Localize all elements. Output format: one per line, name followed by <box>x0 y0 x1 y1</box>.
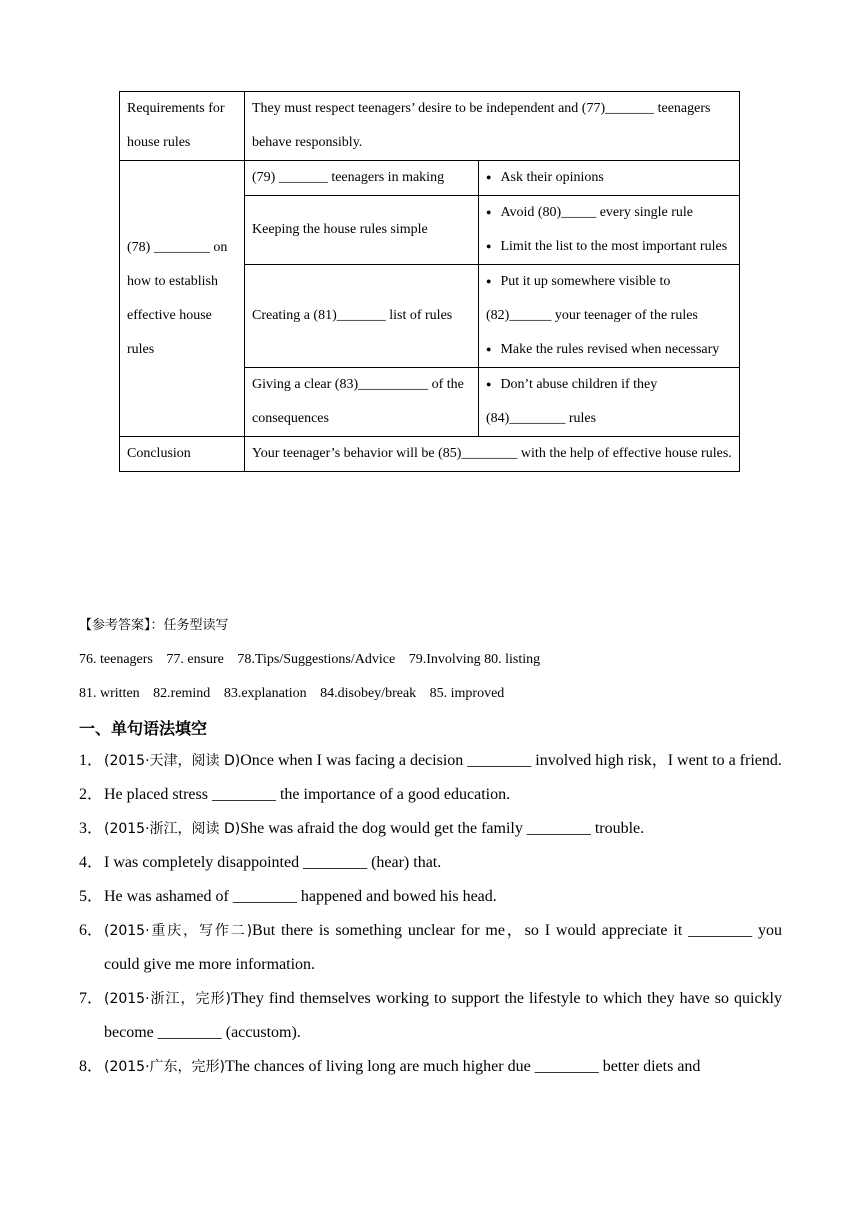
table-row <box>120 92 740 161</box>
bullet-item: ● Make the rules revised when necessary <box>486 333 732 367</box>
row-text: They must respect teenagers’ desire to be independent and (77)_______ teenagers behave responsibly. <box>245 92 740 161</box>
question-source: (2015·重庆，写作二) <box>104 923 253 939</box>
row-text: Your teenager’s behavior will be (85)________ with the help of effective house rules. <box>245 437 740 472</box>
question-text: She was afraid the dog would get the family ________ trouble. <box>240 820 645 837</box>
answer-line <box>79 643 550 677</box>
answer-key <box>79 616 550 711</box>
question-item <box>79 1050 782 1084</box>
question-text: Once when I was facing a decision ________ involved high risk，I went to a friend. <box>240 752 782 769</box>
question-item <box>79 914 782 982</box>
question-number: 2． <box>79 786 104 803</box>
question-source: (2015·天津，阅读 D) <box>104 753 241 769</box>
question-text: He was ashamed of ________ happened and bowed his head. <box>104 888 497 905</box>
question-source: (2015·广东，完形) <box>104 1059 226 1075</box>
tip-cell: (79) _______ teenagers in making <box>245 161 479 196</box>
question-list <box>79 744 782 1084</box>
bullet-cell <box>479 368 740 437</box>
answer-item: 84.disobey/break <box>320 686 417 701</box>
question-item <box>79 812 782 846</box>
answer-item: 85. improved <box>429 686 505 701</box>
answer-item: 79.Involving 80. listing <box>408 652 541 667</box>
bullet-cell <box>479 196 740 265</box>
question-text: I was completely disappointed ________ (hear) that. <box>104 854 442 871</box>
question-item <box>79 846 782 880</box>
question-number: 6． <box>79 922 104 939</box>
answer-item: 77. ensure <box>166 652 224 667</box>
answer-item: 82.remind <box>153 686 211 701</box>
question-item <box>79 880 782 914</box>
bullet-item: ● Put it up somewhere visible to (82)______ your teenager of the rules <box>486 265 732 333</box>
bullet-item: ● Limit the list to the most important rules <box>486 230 732 264</box>
answer-title: 【参考答案】：任务型读写 <box>79 618 229 633</box>
row-label: Conclusion <box>120 437 245 472</box>
bullet-cell <box>479 265 740 368</box>
tip-cell: Keeping the house rules simple <box>245 196 479 265</box>
table-row <box>120 161 740 196</box>
bullet-item: ● Ask their opinions <box>486 161 732 195</box>
question-source: (2015·浙江，完形) <box>104 991 231 1007</box>
question-number: 5． <box>79 888 104 905</box>
question-text: The chances of living long are much higher due ________ better diets and <box>225 1058 701 1075</box>
question-number: 4． <box>79 854 104 871</box>
answer-item: 76. teenagers <box>79 652 153 667</box>
question-item <box>79 744 782 778</box>
answer-item: 78.Tips/Suggestions/Advice <box>237 652 396 667</box>
answer-line <box>79 677 550 711</box>
question-source: (2015·浙江，阅读 D) <box>104 821 241 837</box>
row-label: Requirements for house rules <box>120 92 245 161</box>
question-number: 7． <box>79 990 104 1007</box>
section-title: 一、单句语法填空 <box>79 719 208 738</box>
question-number: 8． <box>79 1058 104 1075</box>
bullet-cell <box>479 161 740 196</box>
bullet-item: ● Don’t abuse children if they (84)________ rules <box>486 368 732 436</box>
question-text: They find themselves working to support the lifestyle to which they have so quickly become ________ (accustom). <box>104 990 782 1041</box>
bullet-item: ● Avoid (80)_____ every single rule <box>486 196 732 230</box>
question-item <box>79 982 782 1050</box>
table-row <box>120 437 740 472</box>
tip-cell: Creating a (81)_______ list of rules <box>245 265 479 368</box>
answer-item: 83.explanation <box>223 686 307 701</box>
row-label: (78) ________ on how to establish effective house rules <box>120 161 245 437</box>
answer-item: 81. written <box>79 686 140 701</box>
question-item <box>79 778 782 812</box>
question-number: 1． <box>79 752 104 769</box>
question-text: But there is something unclear for me，so I would appreciate it ________ you could give me more information. <box>104 922 782 973</box>
question-number: 3． <box>79 820 104 837</box>
question-text: He placed stress ________ the importance of a good education. <box>104 786 511 803</box>
tip-cell: Giving a clear (83)__________ of the consequences <box>245 368 479 437</box>
task-table <box>119 91 740 472</box>
